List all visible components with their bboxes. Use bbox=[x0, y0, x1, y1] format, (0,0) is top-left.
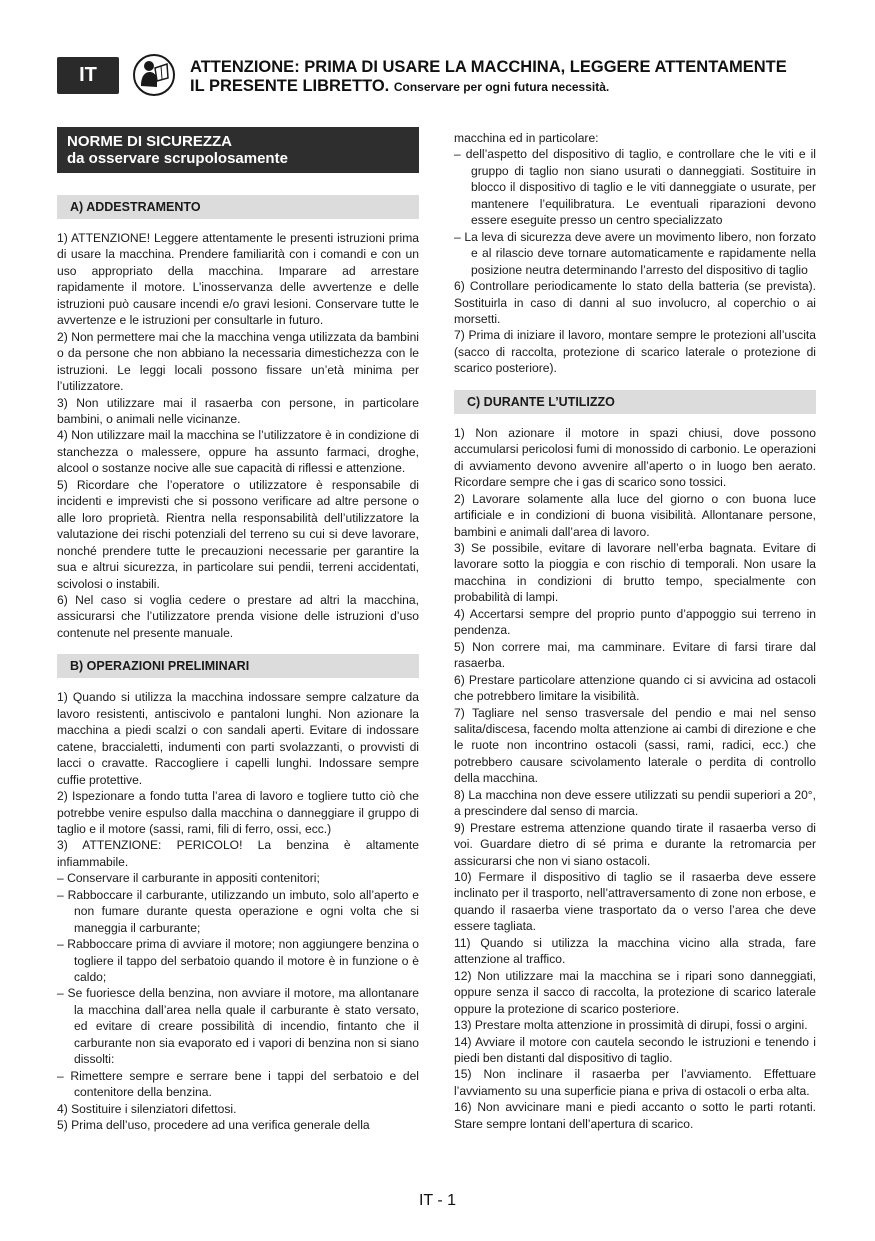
paragraph: 11) Quando si utilizza la macchina vicino alla strada, fare attenzione al traffico. bbox=[454, 935, 816, 967]
warning-heading-line1: ATTENZIONE: PRIMA DI USARE LA MACCHINA, LEGGERE ATTENTAMENTE bbox=[190, 58, 787, 76]
warning-heading-line2: IL PRESENTE LIBRETTO. Conservare per ogni futura necessità. bbox=[190, 77, 610, 95]
paragraph: 1) Quando si utilizza la macchina indossare sempre calzature da lavoro resistenti, antiscivolo e pantaloni lunghi. Non azionare la macchina a piedi scalzi o con sandali aperti. Evitare di indossare catene, braccialetti, indumenti con parti svolazzanti, o provvisti di lacci o cravatte. Raccogliere i capelli lunghi. Indossare sempre cuffie protettive. bbox=[57, 690, 419, 787]
left-column bbox=[57, 127, 419, 1134]
list-item: – dell’aspetto del dispositivo di taglio, e controllare che le viti e il gruppo di taglio non siano usurati o danneggiati. Sostituire in blocco il dispositivo di taglio e le viti danneggiate o usurate, per mantenere l’equilibratura. Le eventuali riparazioni devono essere eseguite presso un centro specializzato bbox=[454, 147, 816, 228]
paragraph: 3) Non utilizzare mai il rasaerba con persone, in particolare bambini, o animali nelle vicinanze. bbox=[57, 395, 419, 426]
language-badge: IT bbox=[57, 57, 119, 94]
warning-heading bbox=[190, 58, 830, 97]
paragraph: 5) Non correre mai, ma camminare. Evitare di farsi tirare dal rasaerba. bbox=[454, 639, 816, 671]
paragraph: 12) Non utilizzare mai la macchina se i ripari sono danneggiati, oppure senza il sacco di raccolta, la protezione di scarico laterale oppure la protezione di scarico posteriore. bbox=[454, 968, 816, 1016]
list-item: – Conservare il carburante in appositi contenitori; bbox=[57, 871, 320, 886]
read-manual-icon bbox=[133, 54, 175, 96]
paragraph: 7) Tagliare nel senso trasversale del pendio e mai nel senso salita/discesa, facendo molta attenzione ai cambi di direzione e che le ruote non incontrino ostacoli (sassi, rami, radici, ecc.) che potrebbero causare scivolamento laterale o perdita di controllo della macchina. bbox=[454, 705, 816, 786]
paragraph: 1) Non azionare il motore in spazi chiusi, dove possono accumularsi pericolosi fumi di monossido di carbonio. Le operazioni di avviamento devono avvenire all’aperto o in luogo ben aerato. Ricordare sempre che i gas di scarico sono tossici. bbox=[454, 425, 816, 490]
paragraph: 13) Prestare molta attenzione in prossimità di dirupi, fossi o argini. bbox=[454, 1018, 808, 1033]
paragraph: 3) Se possibile, evitare di lavorare nell’erba bagnata. Evitare di lavorare sotto la pioggia e con rischio di temporali. Non usare la macchina in condizioni di brutto tempo, specialmente con probabilità di lampi. bbox=[454, 540, 816, 605]
paragraph: 14) Avviare il motore con cautela secondo le istruzioni e tenendo i piedi ben distanti dal dispositivo di taglio. bbox=[454, 1034, 816, 1066]
list-item: – Rimettere sempre e serrare bene i tappi del serbatoio e del contenitore della benzina. bbox=[57, 1068, 419, 1100]
list-item: – Rabboccare prima di avviare il motore; non aggiungere benzina o togliere il tappo del serbatoio quando il motore è in funzione o è caldo; bbox=[57, 937, 419, 985]
paragraph: 2) Non permettere mai che la macchina venga utilizzata da bambini o da persone che non abbiano la necessaria dimestichezza con le istruzioni. Le leggi locali possono fissare un’età minima per l’utilizzatore. bbox=[57, 329, 419, 394]
paragraph: 4) Non utilizzare mail la macchina se l’utilizzatore è in condizione di stanchezza o malessere, oppure ha assunto farmaci, droghe, alcool o sostanze nocive alle sue capacità di riflessi e attenzione. bbox=[57, 428, 419, 476]
warning-heading-subtitle: Conservare per ogni futura necessità. bbox=[393, 80, 610, 94]
paragraph: 10) Fermare il dispositivo di taglio se il rasaerba deve essere inclinato per il trasporto, nell’attraversamento di zone non erbose, e quando il rasaerba viene trasportato da o verso l’area che deve essere tagliata. bbox=[454, 870, 816, 934]
paragraph: 6) Prestare particolare attenzione quando ci si avvicina ad ostacoli che potrebbero limitare la visibilità. bbox=[454, 672, 816, 704]
list-item: – Se fuoriesce della benzina, non avviare il motore, ma allontanare la macchina dall’area nella quale il carburante è stato versato, ed evitare di creare possibilità di incendio, fintanto che il carburante non sia evaporato ed i vapori di benzina non si siano dissolti: bbox=[57, 986, 419, 1067]
paragraph: 9) Prestare estrema attenzione quando tirate il rasaerba verso di voi. Guardare dietro di sé prima e durante la retromarcia per assicurarsi che non vi siano ostacoli. bbox=[454, 820, 816, 868]
paragraph: macchina ed in particolare: bbox=[454, 131, 599, 145]
paragraph: 2) Ispezionare a fondo tutta l’area di lavoro e togliere tutto ciò che potrebbe venire espulso dalla macchina o danneggiare il gruppo di taglio e il motore (sassi, rami, fili di ferro, ossi, ecc.) bbox=[57, 789, 419, 836]
heading-during-use: C) DURANTE L’UTILIZZO bbox=[454, 390, 816, 414]
heading-preliminary: B) OPERAZIONI PRELIMINARI bbox=[57, 654, 419, 678]
paragraph: 5) Ricordare che l’operatore o utilizzatore è responsabile di incidenti e imprevisti che si possono verificare ad altre persone o alle loro proprietà. Rientra nella responsabilità dell’utilizzatore la valutazione dei rischi potenziali del terreno su cui si deve lavorare, nonché prendere tutte le precauzioni necessarie per garantire la sua e altrui sicurezza, in particolare sui pendii, terreni accidentati, scivolosi o instabili. bbox=[57, 477, 419, 591]
list-item: – La leva di sicurezza deve avere un movimento libero, non forzato e al rilascio deve tornare automaticamente e rapidamente nella posizione neutra determinando l’arresto del dispositivo di taglio bbox=[454, 229, 816, 277]
list-item: – Rabboccare il carburante, utilizzando un imbuto, solo all’aperto e non fumare durante questa operazione e ogni volta che si maneggia il carburante; bbox=[57, 887, 419, 935]
paragraph: 15) Non inclinare il rasaerba per l’avviamento. Effettuare l’avviamento su una superficie piana e priva di ostacoli o erba alta. bbox=[454, 1067, 816, 1098]
paragraph: 7) Prima di iniziare il lavoro, montare sempre le protezioni all’uscita (sacco di raccolta, protezione di scarico laterale o protezione di scarico posteriore). bbox=[454, 328, 816, 376]
paragraph: 4) Sostituire i silenziatori difettosi. bbox=[57, 1101, 237, 1116]
paragraph: 8) La macchina non deve essere utilizzati su pendii superiori a 20°, a prescindere dal senso di marcia. bbox=[454, 787, 816, 819]
paragraph: 4) Accertarsi sempre del proprio punto d’appoggio sui terreno in pendenza. bbox=[454, 606, 816, 638]
paragraph: 3) ATTENZIONE: PERICOLO! La benzina è altamente infiammabile. bbox=[57, 838, 419, 869]
heading-training: A) ADDESTRAMENTO bbox=[57, 195, 419, 219]
page-number: IT - 1 bbox=[418, 1192, 457, 1209]
paragraph: 5) Prima dell’uso, procedere ad una verifica generale della bbox=[57, 1118, 370, 1133]
paragraph: 1) ATTENZIONE! Leggere attentamente le presenti istruzioni prima di usare la macchina. Prendere familiarità con i comandi e con un uso appropriato della macchina. Imparare ad arrestare rapidamente il motore. L’inosservanza delle avvertenze e delle istruzioni può causare incendi e/o gravi lesioni. Conservare tutte le avvertenze e le istruzioni per consultarle in futuro. bbox=[57, 231, 419, 328]
safety-section-title: NORME DI SICUREZZA da osservare scrupolosamente bbox=[57, 127, 419, 173]
paragraph: 6) Controllare periodicamente lo stato della batteria (se prevista). Sostituirla in caso di danni al suo involucro, al coperchio o ai morsetti. bbox=[454, 279, 816, 326]
paragraph: 6) Nel caso si voglia cedere o prestare ad altri la macchina, assicurarsi che l’utilizzatore prenda visione delle istruzioni d’uso contenute nel presente manuale. bbox=[57, 592, 419, 640]
right-column bbox=[454, 130, 816, 1132]
paragraph: 2) Lavorare solamente alla luce del giorno o con buona luce artificiale e in condizioni di buona visibilità. Allontanare persone, bambini e animali dall’area di lavoro. bbox=[454, 491, 816, 539]
paragraph: 16) Non avvicinare mani e piedi accanto o sotto le parti rotanti. Stare sempre lontani dell’apertura di scarico. bbox=[454, 1100, 816, 1131]
